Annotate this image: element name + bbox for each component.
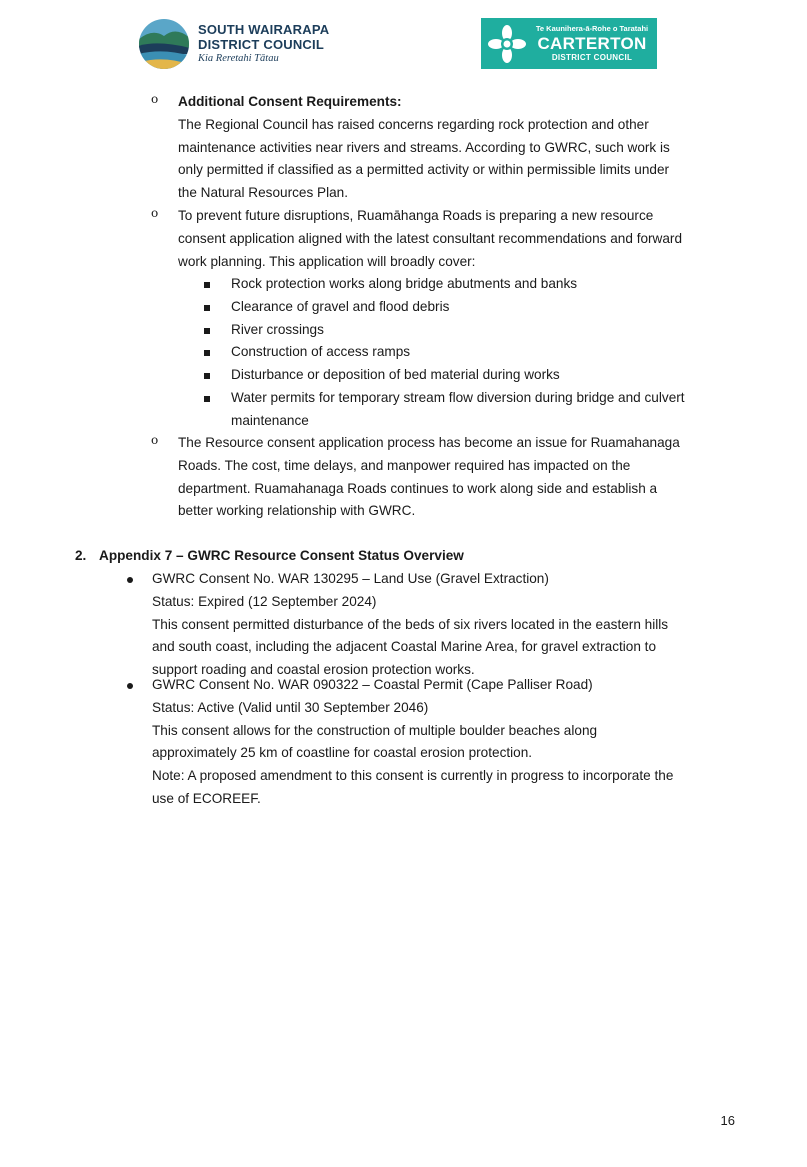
consent-process-item [178, 432, 748, 523]
text-line: maintenance activities near rivers and streams. According to GWRC, such work is [178, 139, 670, 155]
square-bullet-icon [204, 350, 210, 356]
list-item: River crossings [204, 319, 749, 342]
round-bullet-icon [127, 577, 133, 583]
square-bullet-icon [204, 305, 210, 311]
text-line: This consent permitted disturbance of the beds of six rivers located in the eastern hills [152, 616, 669, 632]
cdc-logo [481, 18, 657, 69]
text-line: This consent allows for the construction of multiple boulder beaches along [152, 722, 598, 738]
text-line: support roading and coastal erosion protection works. [152, 662, 475, 678]
swdc-logo [138, 18, 329, 70]
text-line: The Resource consent application process has become an issue for Ruamahanaga [178, 435, 680, 450]
text-line: Note: A proposed amendment to this consent is currently in progress to incorporate the [152, 768, 674, 784]
text-line: consent application aligned with the latest consultant recommendations and forward [178, 230, 683, 246]
text-line: department. Ruamahanaga Roads continues to work along side and establish a [178, 480, 658, 496]
cdc-maori-name: Te Kaunihera-ā-Rohe o Taratahi [535, 24, 649, 34]
list-item: Construction of access ramps [204, 341, 749, 364]
square-bullet-icon [204, 373, 210, 379]
swdc-name-line1: SOUTH WAIRARAPA [198, 22, 330, 38]
list-item: Rock protection works along bridge abutments and banks [204, 273, 749, 296]
list-item: Water permits for temporary stream flow diversion during bridge and culvert maintenance [204, 387, 749, 433]
cdc-subname: DISTRICT COUNCIL [551, 52, 633, 62]
new-consent-item [178, 205, 748, 273]
swdc-tagline: Kia Reretahi Tātau [198, 53, 279, 65]
coverage-list [204, 273, 749, 433]
section-number: 2. [75, 548, 87, 563]
sub-bullet-marker: o [151, 206, 159, 220]
additional-consent-item [178, 91, 748, 205]
section-title: Appendix 7 – GWRC Resource Consent Status Overview [99, 548, 464, 563]
item-heading: Additional Consent Requirements: [178, 94, 402, 109]
text-line: and south coast, including the adjacent Coastal Marine Area, for gravel extraction to [152, 639, 657, 655]
text-line: Status: Expired (12 September 2024) [152, 593, 377, 609]
list-item: Clearance of gravel and flood debris [204, 296, 749, 319]
cdc-flower-emblem-icon [487, 24, 527, 64]
cdc-name: CARTERTON [537, 33, 647, 53]
consent-war-130295 [152, 568, 742, 682]
text-line: work planning. This application will broadly cover: [178, 253, 476, 269]
sub-bullet-marker: o [151, 433, 159, 447]
list-item: Disturbance or deposition of bed material during works [204, 364, 749, 387]
text-line: approximately 25 km of coastline for coastal erosion protection. [152, 745, 533, 761]
text-line: The Regional Council has raised concerns regarding rock protection and other [178, 116, 649, 132]
swdc-emblem-icon [138, 18, 190, 70]
section-heading [75, 545, 775, 568]
square-bullet-icon [204, 396, 210, 402]
text-line: To prevent future disruptions, Ruamāhanga Roads is preparing a new resource [178, 208, 654, 223]
square-bullet-icon [204, 328, 210, 334]
round-bullet-icon [127, 683, 133, 689]
text-line: better working relationship with GWRC. [178, 503, 416, 519]
swdc-name-line2: DISTRICT COUNCIL [198, 37, 324, 53]
square-bullet-icon [204, 282, 210, 288]
text-line: Roads. The cost, time delays, and manpower required has impacted on the [178, 457, 631, 473]
text-line: GWRC Consent No. WAR 090322 – Coastal Permit (Cape Palliser Road) [152, 677, 593, 692]
text-line: use of ECOREEF. [152, 790, 261, 806]
consent-war-090322 [152, 674, 742, 811]
text-line: Status: Active (Valid until 30 September 2046) [152, 699, 429, 715]
sub-bullet-marker: o [151, 92, 159, 106]
text-line: only permitted if classified as a permitted activity or within permissible limits under [178, 162, 670, 178]
text-line: GWRC Consent No. WAR 130295 – Land Use (Gravel Extraction) [152, 571, 549, 586]
text-line: the Natural Resources Plan. [178, 185, 349, 201]
page-number: 16 [720, 1113, 735, 1128]
